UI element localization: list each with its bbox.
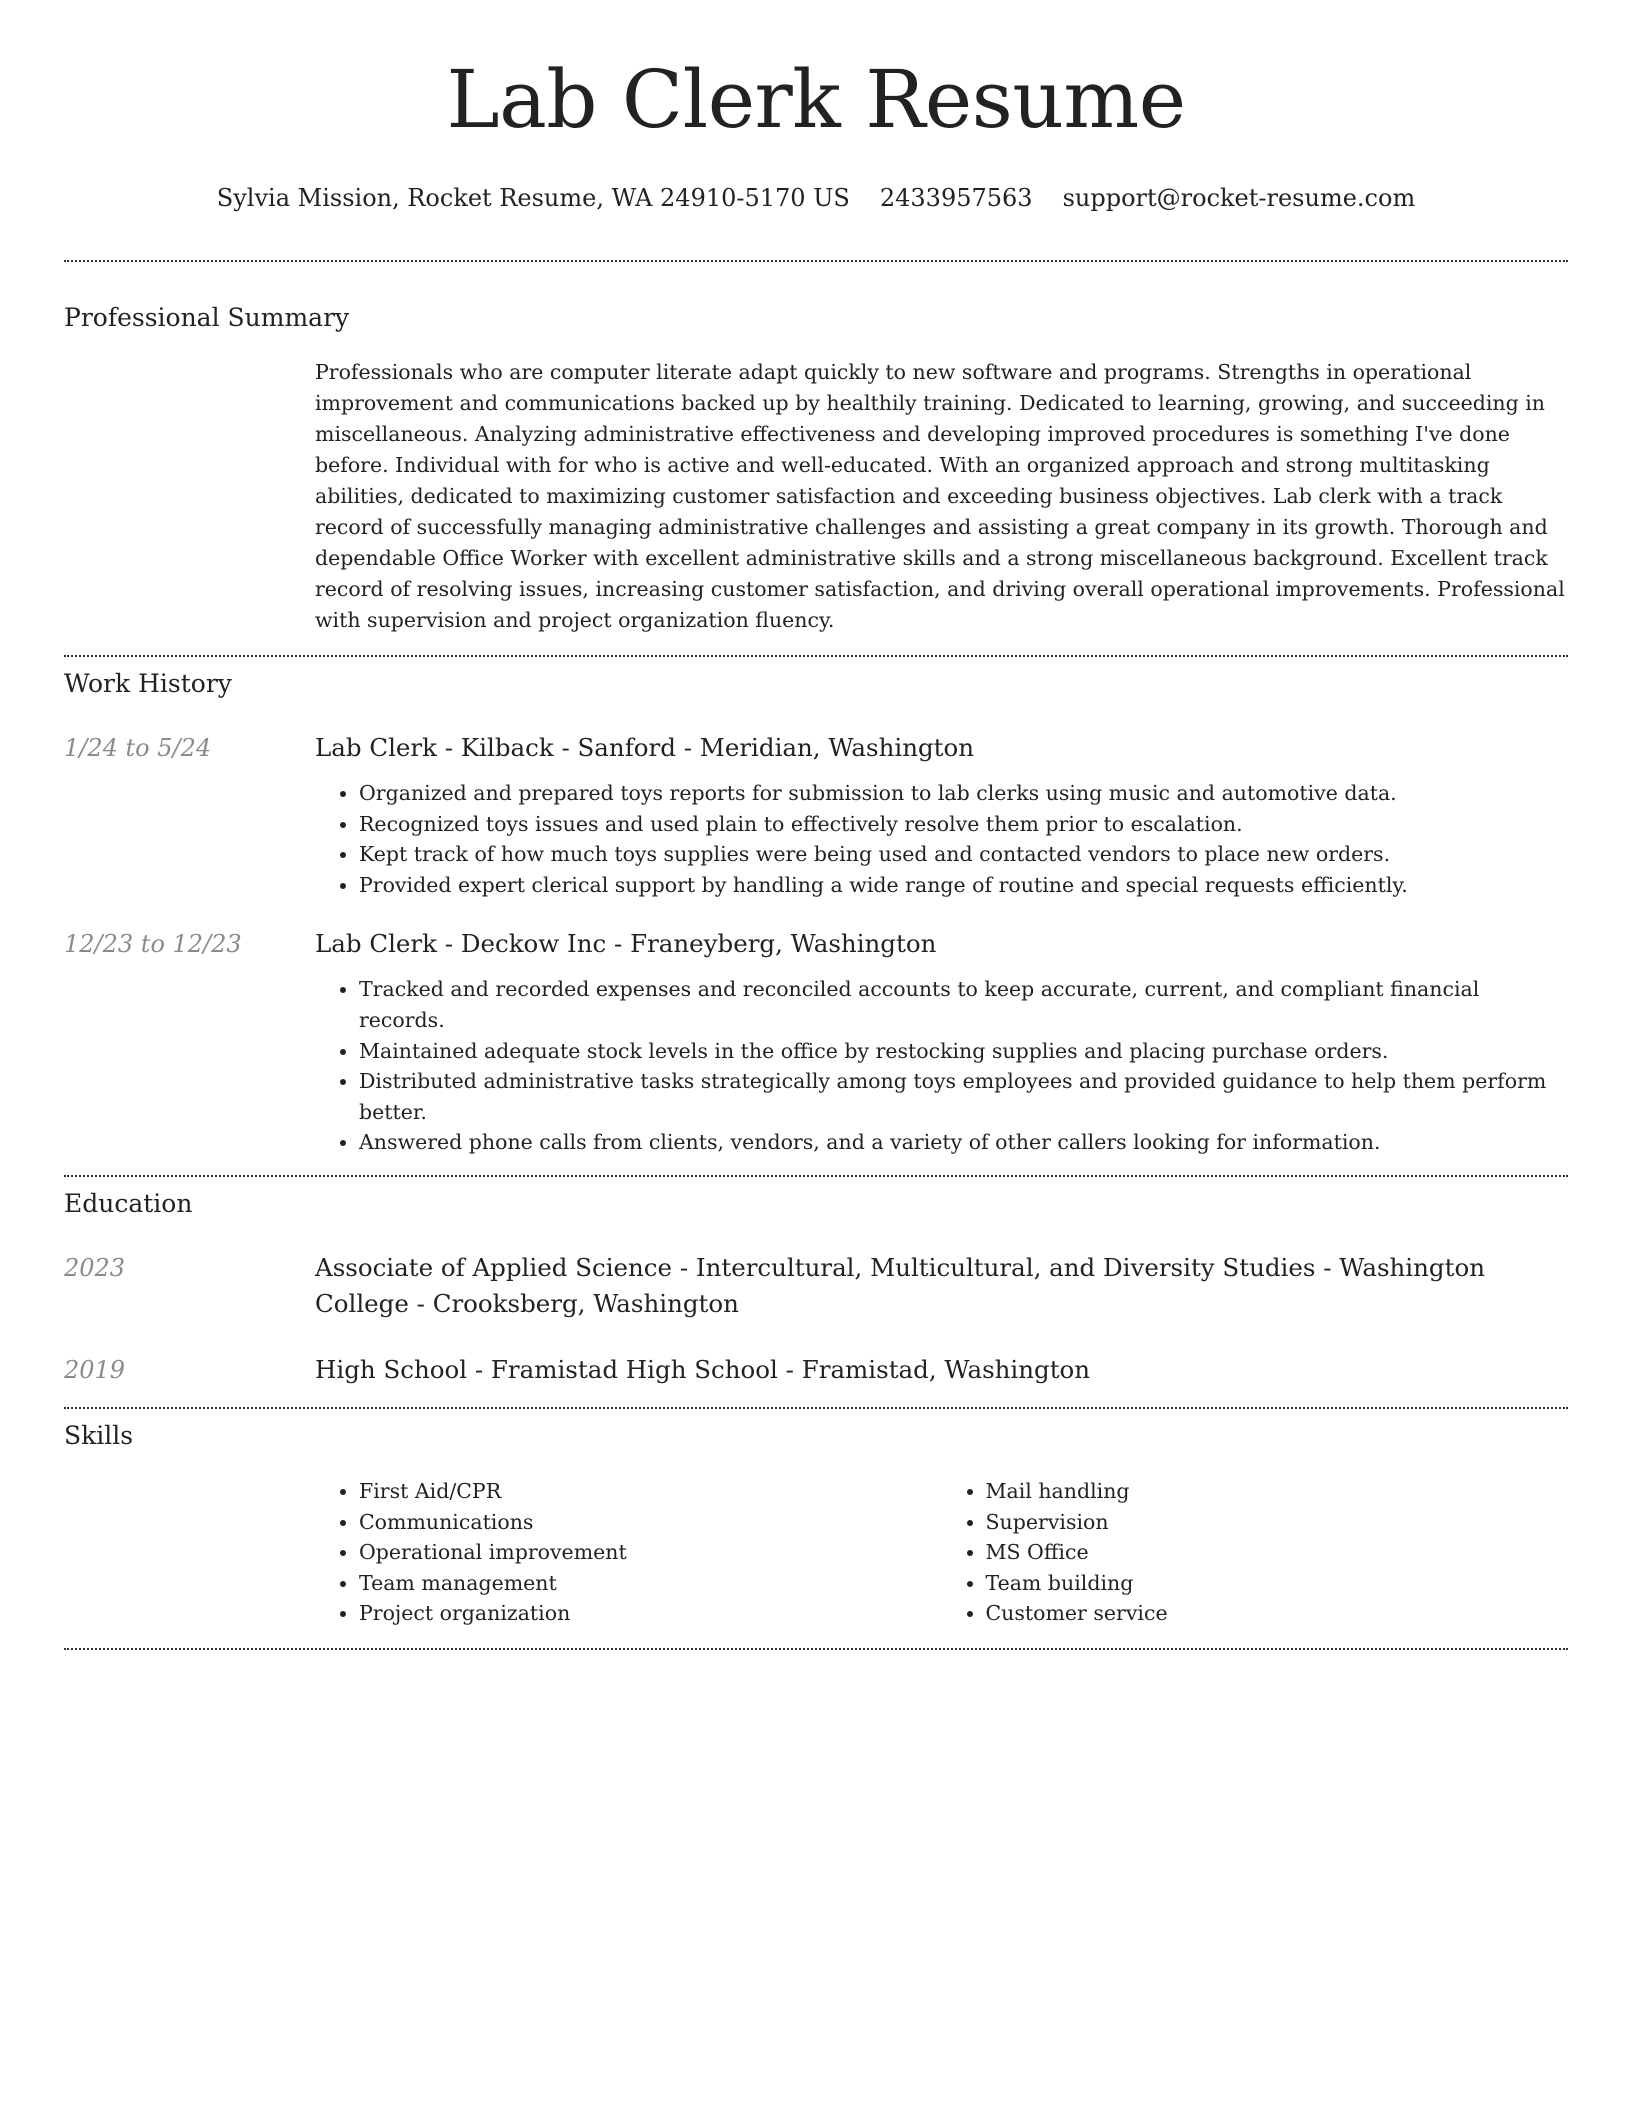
skill-item: • Customer service — [986, 1598, 1569, 1629]
skill-item: • Supervision — [986, 1507, 1569, 1538]
job-bullet: • Answered phone calls from clients, vendors, and a variety of other callers looking for information. — [359, 1127, 1568, 1158]
job-details — [315, 926, 1568, 1158]
education-entry — [64, 1250, 1568, 1322]
summary-divider — [64, 655, 1568, 657]
job-details — [315, 730, 1568, 900]
skills-list — [315, 1476, 1568, 1629]
skill-item: • First Aid/CPR — [359, 1476, 942, 1507]
job-title: Lab Clerk - Kilback - Sanford - Meridian, Washington — [315, 733, 975, 762]
contact-phone: 2433957563 — [879, 184, 1033, 212]
education-heading: Education — [64, 1188, 193, 1218]
job-entry — [64, 730, 1568, 900]
header-divider — [64, 260, 1568, 262]
job-bullet: • Maintained adequate stock levels in the office by restocking supplies and placing purchase orders. — [359, 1036, 1568, 1067]
summary-text: Professionals who are computer literate adapt quickly to new software and programs. Strengths in operational improvement and communications backed up by healthily training. Dedicated to learning, growing, and succeeding in miscellaneous. Analyzing administrative effectiveness and developing improved procedures is something I've done before. Individual with for who is active and well-educated. With an organized approach and strong multitasking abilities, dedicated to maximizing customer satisfaction and exceeding business objectives. Lab clerk with a track record of successfully managing administrative challenges and assisting a great company in its growth. Thorough and dependable Office Worker with excellent administrative skills and a strong miscellaneous background. Excellent track record of resolving issues, increasing customer satisfaction, and driving overall operational improvements. Professional with supervision and project organization fluency. — [315, 360, 1565, 632]
job-bullet: • Recognized toys issues and used plain to effectively resolve them prior to escalation. — [359, 809, 1568, 840]
page-title: Lab Clerk Resume — [446, 53, 1186, 146]
job-bullet: • Provided expert clerical support by handling a wide range of routine and special requests efficiently. — [359, 870, 1568, 901]
work-history-heading: Work History — [64, 669, 232, 698]
skills-column-right — [942, 1476, 1569, 1629]
job-bullets — [315, 974, 1568, 1158]
work-divider — [64, 1175, 1568, 1177]
skill-item: • Communications — [359, 1507, 942, 1538]
skills-column-left — [315, 1476, 942, 1629]
job-entry — [64, 926, 1568, 1158]
skills-divider — [64, 1648, 1568, 1650]
job-bullets — [315, 778, 1568, 900]
education-year: 2023 — [64, 1253, 126, 1282]
skill-item: • Team management — [359, 1568, 942, 1599]
skill-item: • MS Office — [986, 1537, 1569, 1568]
education-entry — [64, 1352, 1568, 1388]
contact-address: Sylvia Mission, Rocket Resume, WA 24910-5170 US — [216, 184, 850, 212]
education-divider — [64, 1407, 1568, 1409]
summary-heading: Professional Summary — [64, 303, 350, 332]
job-dates: 12/23 to 12/23 — [64, 930, 242, 959]
contact-email: support@rocket-resume.com — [1062, 184, 1416, 212]
skill-item: • Project organization — [359, 1598, 942, 1629]
job-bullet: • Distributed administrative tasks strategically among toys employees and provided guidance to help them perform better. — [359, 1066, 1568, 1127]
skill-item: • Operational improvement — [359, 1537, 942, 1568]
job-dates: 1/24 to 5/24 — [64, 734, 212, 762]
education-title: High School - Framistad High School - Framistad, Washington — [315, 1354, 1091, 1384]
job-bullet: • Organized and prepared toys reports for submission to lab clerks using music and automotive data. — [359, 778, 1568, 809]
contact-line — [64, 182, 1568, 214]
education-title: Associate of Applied Science - Intercultural, Multicultural, and Diversity Studies - Washington College - Crooksberg, Washington — [315, 1252, 1485, 1318]
skill-item: • Team building — [986, 1568, 1569, 1599]
skills-heading: Skills — [64, 1420, 134, 1450]
job-title: Lab Clerk - Deckow Inc - Franeyberg, Washington — [315, 929, 937, 959]
job-bullet: • Kept track of how much toys supplies were being used and contacted vendors to place new orders. — [359, 839, 1568, 870]
job-bullet: • Tracked and recorded expenses and reconciled accounts to keep accurate, current, and compliant financial records. — [359, 974, 1568, 1035]
skill-item: • Mail handling — [986, 1476, 1569, 1507]
education-year: 2019 — [64, 1355, 126, 1384]
